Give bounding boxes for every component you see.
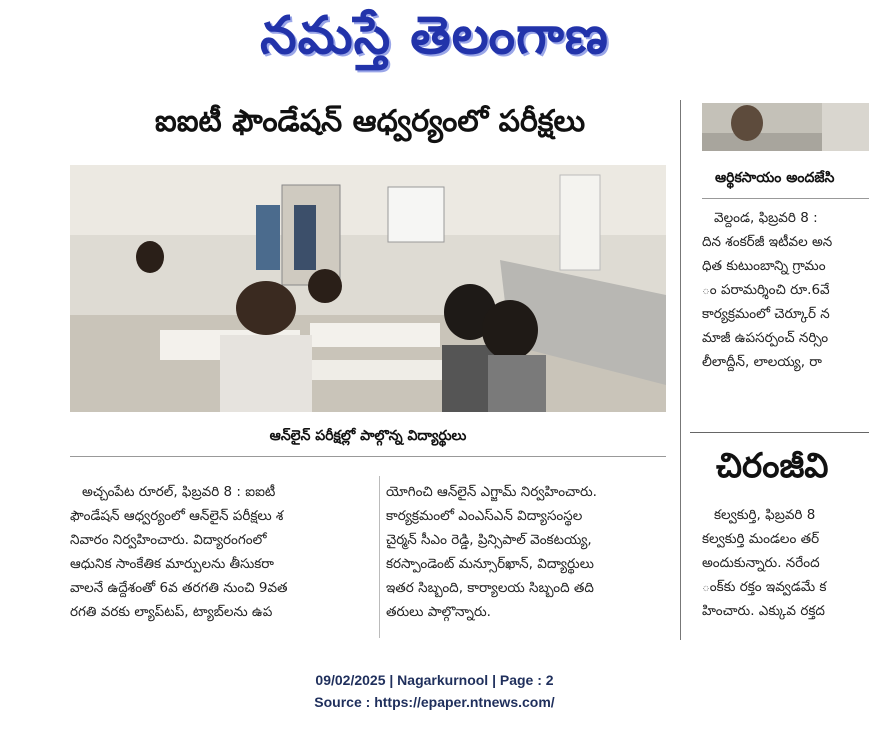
article-line: తరులు పాల్గొన్నారు. — [386, 604, 491, 620]
page-column-divider — [680, 100, 681, 640]
sidebar-column-2 — [702, 503, 869, 623]
footer-date-edition: 09/02/2025 | Nagarkurnool | Page : 2 — [315, 672, 554, 688]
sidebar-line: లీలాద్దీన్, లాలయ్య, రా — [702, 354, 822, 370]
sidebar-line: మాజీ ఉపసర్పంచ్ నర్సిం — [702, 330, 829, 346]
photo-caption: ఆన్‌లైన్ పరీక్షల్లో పాల్గొన్న విద్యార్థులు — [269, 428, 467, 444]
sidebar-line: కల్వకుర్తి, ఫిబ్రవరి 8 — [714, 507, 816, 523]
sidebar-line: వెల్దండ, ఫిబ్రవరి 8 : — [714, 210, 818, 226]
sidebar-divider — [702, 198, 869, 199]
column-divider — [379, 476, 380, 638]
sidebar-section-divider — [690, 432, 869, 433]
sidebar-line: అందుకున్నారు. నరేంద — [702, 555, 820, 571]
article-line: చైర్మన్ సీఎం రెడ్డి, ప్రిన్సిపాల్ వెంకటయ్య, — [386, 532, 592, 548]
sidebar-headline-1: ఆర్థికసాయం అందజేసి — [715, 170, 835, 186]
article-headline: ఐఐటీ ఫౌండేషన్ ఆధ్వర్యంలో పరీక్షలు — [154, 104, 586, 139]
article-line: నివారం నిర్వహించారు. విద్యారంగంలో — [70, 532, 267, 548]
article-line: ఫౌండేషన్ ఆధ్వర్యంలో ఆన్‌లైన్ పరీక్షలు శ — [70, 508, 284, 524]
sidebar-headline-2: చిరంజీవి — [716, 446, 829, 486]
sidebar-line: కార్యక్రమంలో చెర్కూర్ న — [702, 306, 830, 322]
sidebar-line: ం పరామర్శించి రూ.6వే — [702, 282, 830, 298]
article-line: అచ్చంపేట రూరల్, ఫిబ్రవరి 8 : ఐఐటీ — [82, 484, 276, 500]
sidebar-line: హించారు. ఎక్కువ రక్తద — [702, 603, 825, 619]
sidebar-line: దిన శంకర్‌జీ ఇటీవల అన — [702, 234, 833, 250]
article-line: యోగించి ఆన్‌లైన్ ఎగ్జామ్ నిర్వహించారు. — [386, 484, 597, 500]
article-line: రగతి వరకు ల్యాప్‌టప్, ట్యాబ్‌లను ఉప — [70, 604, 273, 620]
newspaper-logo: నమస్తే తెలంగాణ — [260, 6, 609, 66]
article-line: వాలనే ఉద్దేశంతో 6వ తరగతి నుంచి 9వత — [70, 580, 288, 596]
sidebar-photo-illustration — [702, 103, 869, 151]
article-line: ఆధునిక సాంకేతిక మార్పులను తీసుకరా — [70, 556, 274, 572]
masthead — [0, 2, 869, 78]
caption-divider — [70, 456, 666, 457]
sidebar-line: కల్వకుర్తి మండలం తర్ — [702, 531, 820, 547]
sidebar-line: ంక్‌కు రక్తం ఇవ్వడమే క — [702, 579, 827, 595]
sidebar-line: ధిత కుటుంబాన్ని గ్రామం — [702, 258, 826, 274]
article-column-1 — [70, 480, 374, 624]
classroom-photo-illustration — [70, 165, 666, 412]
sidebar-photo — [702, 103, 869, 151]
article-line: కరస్పాండెంట్ మన్సూర్‌ఖాన్, విద్యార్థులు — [386, 556, 594, 572]
article-line: కార్యక్రమంలో ఎంఎస్ఎన్ విద్యాసంస్థల — [386, 508, 583, 524]
article-photo — [70, 165, 666, 412]
article-column-2 — [386, 480, 668, 624]
article-line: ఇతర సిబ్బంది, కార్యాలయ సిబ్బంది తది — [386, 580, 594, 596]
sidebar-column-1 — [702, 206, 869, 374]
footer-source: Source : https://epaper.ntnews.com/ — [314, 694, 555, 710]
